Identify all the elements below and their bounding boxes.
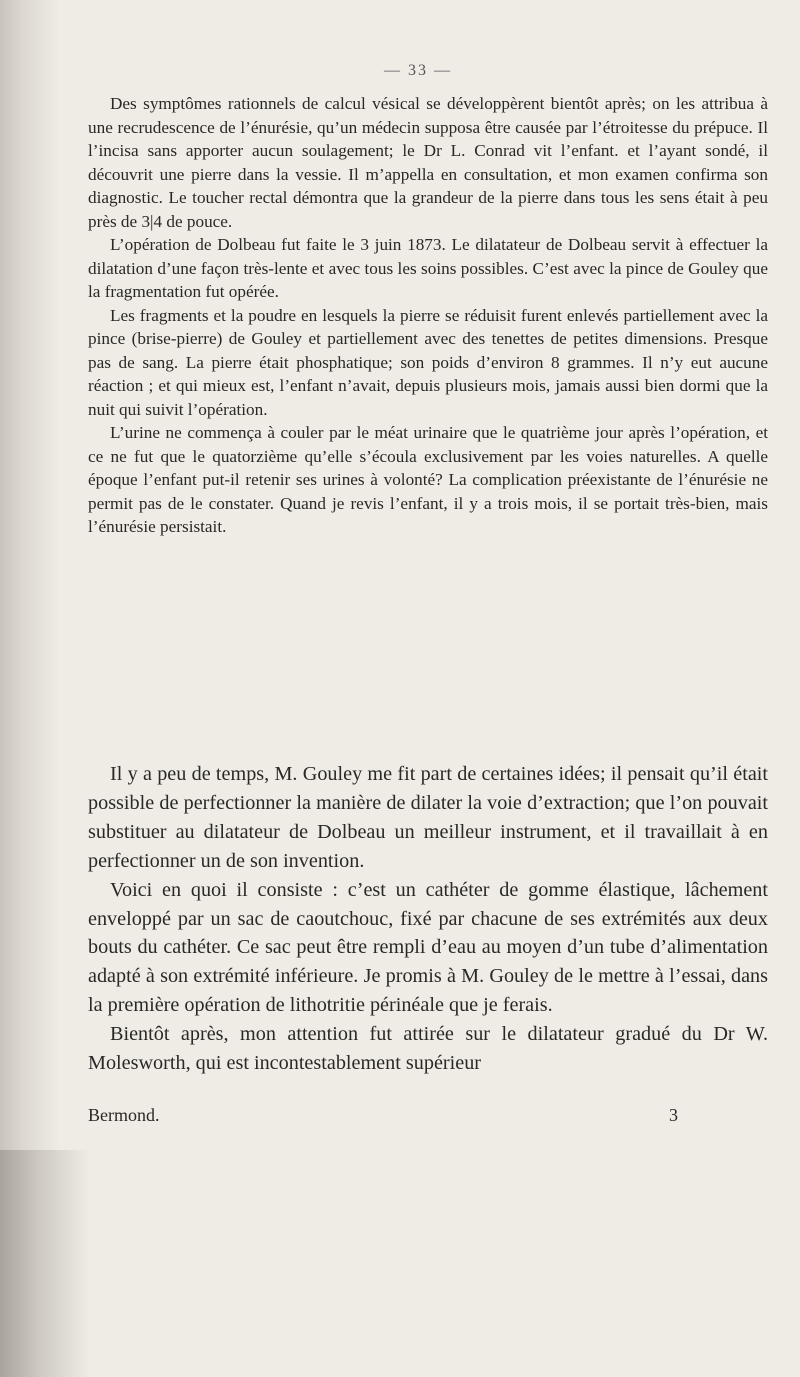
text-block-small	[88, 92, 768, 539]
book-page	[68, 0, 768, 1377]
paragraph: L’urine ne commença à couler par le méat urinaire que le quatrième jour après l’opération, et ce ne fut que le quatorzième qu’elle s’écoula exclusivement par les voies naturelles. A quelle époque l’enfant put-il retenir ses urines à volonté? La complication préexistante de l’énurésie ne permit pas de le constater. Quand je revis l’enfant, il y a trois mois, il se portait très-bien, mais l’énurésie persistait.	[88, 423, 768, 536]
text-block-large	[88, 760, 768, 1078]
signature-name: Bermond.	[88, 1105, 160, 1125]
paragraph: Il y a peu de temps, M. Gouley me fit part de certaines idées; il pensait qu’il était possible de perfectionner la manière de dilater la voie d’extraction; que l’on pouvait substituer au dilatateur de Dolbeau un meilleur instrument, et il travaillait à en perfectionner un de son invention.	[88, 763, 768, 872]
paragraph: L’opération de Dolbeau fut faite le 3 juin 1873. Le dilatateur de Dolbeau servit à effectuer la dilatation d’une façon très-lente et avec tous les soins possibles. C’est avec la pince de Gouley que la fragmentation fut opérée.	[88, 235, 768, 301]
signature-line	[88, 1105, 768, 1126]
paragraph: Voici en quoi il consiste : c’est un cathéter de gomme élastique, lâchement enveloppé par un sac de caoutchouc, fixé par chacune de ses extrémités aux deux bouts du cathéter. Ce sac peut être rempli d’eau au moyen d’un tube d’alimentation adapté à son extrémité inférieure. Je promis à M. Gouley de le mettre à l’essai, dans la première opération de lithotritie périnéale que je ferais.	[88, 878, 768, 1017]
paragraph: Des symptômes rationnels de calcul vésical se développèrent bientôt après; on les attribua à une recrudescence de l’énurésie, qu’un médecin supposa être causée par l’étroitesse du prépuce. Il l’incisa sans apporter aucun soulagement; le Dr L. Conrad vit l’enfant. et l’ayant sondé, il découvrit une pierre dans la vessie. Il m’appella en consultation, et mon examen confirma son diagnostic. Le toucher rectal démontra que la grandeur de la pierre dans tous les sens était à peu près de 3|4 de pouce.	[88, 94, 768, 231]
signature-number: 3	[669, 1105, 678, 1125]
page-number: — 33 —	[384, 62, 452, 79]
paragraph: Les fragments et la poudre en lesquels la pierre se réduisit furent enlevés partiellement avec la pince (brise-pierre) de Gouley et partiellement avec des tenettes de petites dimensions. Presque pas de sang. La pierre était phosphatique; son poids d’environ 8 grammes. Il n’y eut aucune réaction ; et qui mieux est, l’enfant n’avait, depuis plusieurs mois, jamais aussi bien dormi que la nuit qui suivit l’opération.	[88, 305, 768, 419]
paragraph: Bientôt après, mon attention fut attirée sur le dilatateur gradué du Dr W. Molesworth, qui est incontestablement supérieur	[88, 1023, 768, 1075]
